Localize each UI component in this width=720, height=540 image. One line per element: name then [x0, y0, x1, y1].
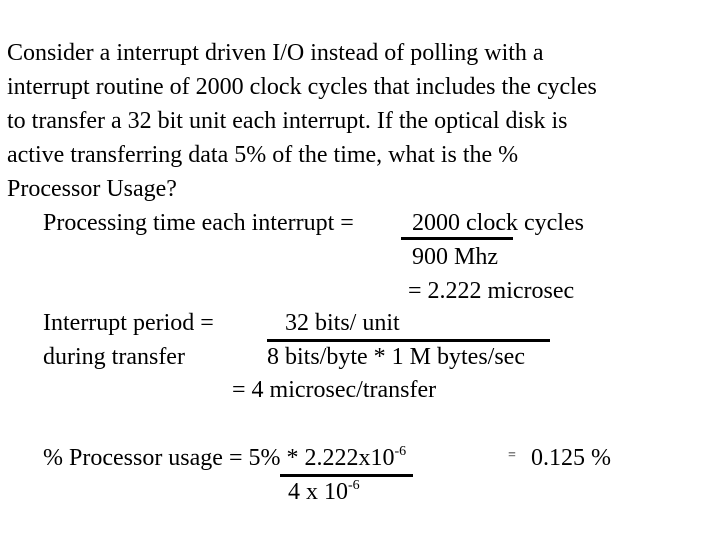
numerator-exponent: -6 — [394, 444, 407, 459]
processing-time-label: Processing time each interrupt = — [43, 210, 354, 236]
question-line-4: active transferring data 5% of the time, what is the % — [7, 142, 519, 168]
interrupt-period-result: = 4 microsec/transfer — [232, 377, 437, 403]
processor-usage-denominator — [288, 475, 360, 509]
processing-time-denominator: 900 Mhz — [412, 244, 498, 270]
denominator-base: 4 x 10 — [288, 479, 348, 505]
processing-time-numerator: 2000 clock cycles — [412, 210, 584, 236]
question-line-5: Processor Usage? — [7, 176, 177, 202]
processor-usage-result: 0.125 % — [531, 445, 611, 471]
processor-usage-expression — [43, 441, 406, 475]
interrupt-period-label: Interrupt period = — [43, 310, 214, 336]
question-line-1: Consider a interrupt driven I/O instead of polling with a — [7, 40, 544, 66]
question-line-3: to transfer a 32 bit unit each interrupt. If the optical disk is — [7, 108, 568, 134]
processor-usage-equals-mark: = — [508, 448, 516, 463]
question-line-2: interrupt routine of 2000 clock cycles that includes the cycles — [7, 74, 597, 100]
interrupt-period-numerator: 32 bits/ unit — [285, 310, 400, 336]
denominator-exponent: -6 — [348, 478, 360, 493]
processor-usage-label: % Processor usage = 5% * 2.222x10 — [43, 445, 395, 471]
interrupt-period-denominator: 8 bits/byte * 1 M bytes/sec — [267, 344, 525, 370]
processing-time-result: = 2.222 microsec — [408, 278, 575, 304]
during-transfer-label: during transfer — [43, 344, 185, 370]
